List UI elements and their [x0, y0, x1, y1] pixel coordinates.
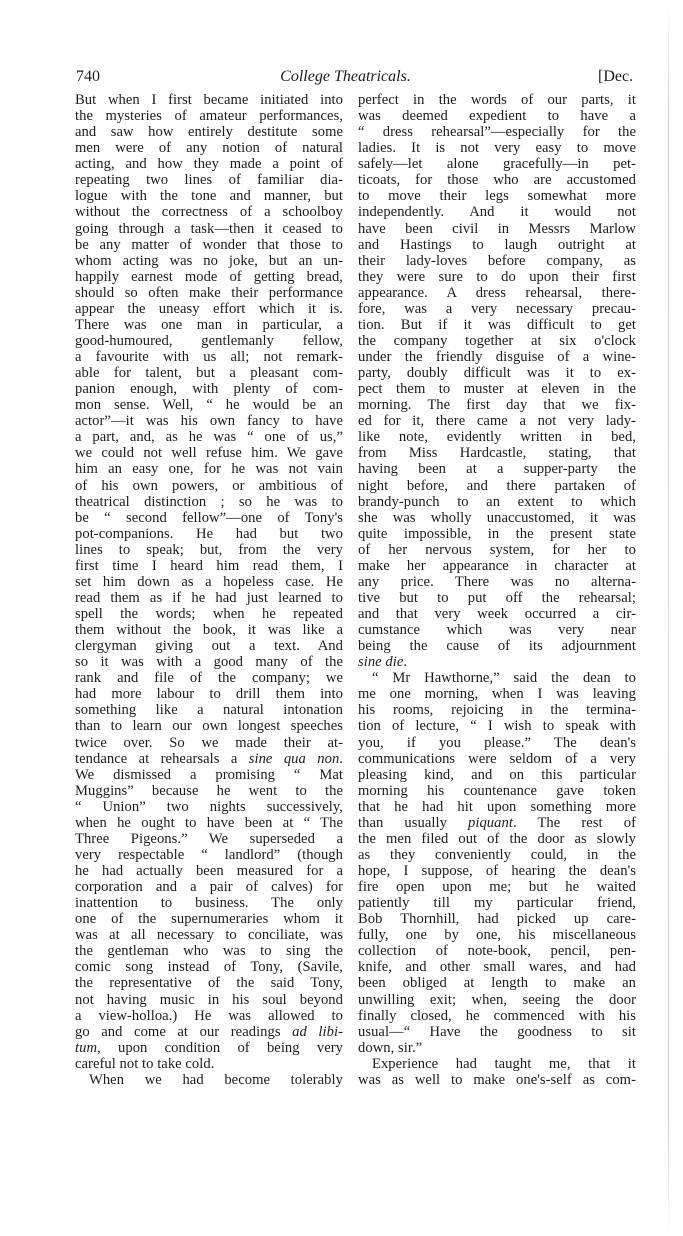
text-line: to move their legs somewhat more: [358, 188, 636, 205]
text-line: read them as if he had just learned to: [75, 589, 343, 606]
text-line: usual—“ Have the goodness to sit: [358, 1023, 636, 1040]
text-line: hope, I suppose, of hearing the dean's: [358, 863, 636, 879]
text-line: mon sense. Well, “ he would be an: [75, 397, 343, 414]
italic-text: tum,: [75, 1039, 101, 1056]
text-line: unwilling exit; when, seeing the door: [358, 991, 636, 1008]
text-line: tion of lecture, “ I wish to speak with: [358, 718, 636, 735]
text-line: so it was with a good many of the: [75, 654, 343, 671]
text-line: comic song instead of Tony, (Savile,: [75, 959, 343, 976]
text-line: men were of any notion of natural: [75, 140, 343, 157]
text-line: fore, was a very necessary precau-: [358, 300, 636, 317]
text-line: under the friendly disguise of a wine-: [358, 349, 636, 365]
text-line: any price. There was no alterna-: [358, 573, 636, 590]
text-line: “ Union” two nights successively,: [75, 798, 343, 815]
text-line: something like a natural intonation: [75, 702, 343, 719]
text-line: their lady-loves before company, as: [358, 252, 636, 269]
text-run: tendance at rehearsals a: [75, 750, 249, 767]
text-run: .: [339, 750, 343, 767]
text-line: a view-holloa.) He was allowed to: [75, 1007, 343, 1024]
text-line: twice over. So we made their at-: [75, 734, 343, 751]
text-line: me one morning, when I was leaving: [358, 686, 636, 703]
text-line: perfect in the words of our parts, it: [358, 92, 636, 108]
text-line: them without the book, it was like a: [75, 622, 343, 639]
text-line: the representative of the said Tony,: [75, 975, 343, 992]
text-line: Three Pigeons.” We superseded a: [75, 830, 343, 847]
text-line: quite impossible, in the present state: [358, 525, 636, 542]
text-line: they were sure to do upon their first: [358, 268, 636, 285]
text-run: go and come at our readings: [75, 1023, 293, 1040]
running-title: College Theatricals.: [280, 68, 411, 85]
text-line: We dismissed a promising “ Mat: [75, 766, 343, 783]
text-line: that he had hit upon something more: [358, 798, 636, 815]
running-date: [Dec.: [598, 68, 634, 85]
text-line: he had actually been measured for a: [75, 863, 343, 879]
text-line: theatrical distinction ; so he was to: [75, 493, 343, 510]
text-line: ed for it, there came a not very lady-: [358, 413, 636, 430]
text-line: finally closed, he commenced with his: [358, 1007, 636, 1024]
text-line: [75, 751, 343, 767]
text-line: have been civil in Messrs Marlow: [358, 220, 636, 237]
text-line: safely—let alone gracefully—in pet-: [358, 156, 636, 173]
text-line: a favourite with us all; not remark-: [75, 349, 343, 365]
text-line: cumstance which was very near: [358, 622, 636, 639]
text-line: make her appearance in character at: [358, 557, 636, 574]
text-line: had more labour to drill them into: [75, 686, 343, 703]
text-line: ladies. It is not very easy to move: [358, 140, 636, 157]
text-line: appearance. A dress rehearsal, there-: [358, 284, 636, 301]
text-run: upon condition of being very: [100, 1039, 343, 1056]
text-line: than to learn our own longest speeches: [75, 718, 343, 735]
text-line: not having music in his soul beyond: [75, 991, 343, 1008]
text-line: happily earnest mode of getting bread,: [75, 268, 343, 285]
text-line: [75, 1024, 343, 1040]
text-line: being the cause of its adjournment: [358, 638, 636, 655]
text-line: rank and file of the company; we: [75, 670, 343, 687]
text-line: patiently till my particular friend,: [358, 895, 636, 912]
text-line: communications were seldom of a very: [358, 750, 636, 767]
text-line: and saw how entirely destitute some: [75, 124, 343, 141]
text-line: But when I first became initiated into: [75, 92, 343, 108]
text-line: morning his countenance gave token: [358, 782, 636, 799]
text-line: the gentleman who was to sing the: [75, 943, 343, 960]
text-line: pect them to muster at eleven in the: [358, 381, 636, 398]
italic-text: sine die: [358, 654, 404, 671]
text-line: fully, one by one, his miscellaneous: [358, 927, 636, 944]
text-line: going through a task—then it ceased to: [75, 220, 343, 237]
text-line: you, if you please.” The dean's: [358, 734, 636, 751]
italic-text: ad libi-: [292, 1023, 343, 1040]
text-line: having been at a supper-party the: [358, 461, 636, 478]
text-line: [358, 815, 636, 831]
text-line: tive but to put off the rehearsal;: [358, 589, 636, 606]
text-line: his rooms, rejoicing in the termina-: [358, 702, 636, 719]
text-line: was deemed expedient to have a: [358, 108, 636, 125]
text-line: him an easy one, for he was not vain: [75, 461, 343, 478]
text-line: be “ second fellow”—one of Tony's: [75, 509, 343, 526]
text-line: morning. The first day that we fix-: [358, 397, 636, 414]
text-line: when he ought to have been at “ The: [75, 814, 343, 831]
text-line: the mysteries of amateur performances,: [75, 108, 343, 125]
text-line: repeating two lines of familiar dia-: [75, 172, 343, 189]
text-line: logue with the tone and manner, but: [75, 188, 343, 205]
text-line: brandy-punch to an extent to which: [358, 493, 636, 510]
text-line: clergyman giving out a text. And: [75, 638, 343, 655]
text-line: collection of note-book, pencil, pen-: [358, 943, 636, 960]
text-line: “ dress rehearsal”—especially for the: [358, 124, 636, 141]
text-line: without the correctness of a schoolboy: [75, 204, 343, 221]
text-line: Experience had taught me, that it: [372, 1055, 636, 1072]
text-line: There was one man in particular, a: [75, 316, 343, 333]
left-column: [75, 92, 343, 1088]
text-line: [75, 1040, 343, 1056]
text-run: .: [403, 654, 408, 671]
text-line: set him down as a hopeless case. He: [75, 573, 343, 590]
text-line: was at all necessary to conciliate, was: [75, 927, 343, 944]
text-line: ticoats, for those who are accustomed: [358, 172, 636, 189]
text-line: pleasing kind, and on this particular: [358, 766, 636, 783]
text-run: . The rest of: [512, 814, 636, 831]
text-line: should so often make their performance: [75, 284, 343, 301]
text-line: good-humoured, gentlemanly fellow,: [75, 332, 343, 349]
text-line: independently. And it would not: [358, 204, 636, 221]
text-line: and that very week occurred a cir-: [358, 606, 636, 622]
text-line: a part, and, as he was “ one of us,”: [75, 429, 343, 446]
text-line: from Miss Hardcastle, stating, that: [358, 445, 636, 462]
text-line: knife, and other small wares, and had: [358, 959, 636, 976]
text-line: lines to speak; but, from the very: [75, 541, 343, 558]
text-line: pot-companions. He had but two: [75, 525, 343, 542]
text-line: we could not well refuse him. We gave: [75, 445, 343, 462]
text-line: “ Mr Hawthorne,” said the dean to: [372, 670, 636, 687]
text-line: she was wholly unaccustomed, it was: [358, 509, 636, 526]
text-line: like note, evidently written in bed,: [358, 429, 636, 446]
text-line: [358, 654, 636, 670]
page-edge: [668, 0, 669, 1236]
text-line: and Hastings to laugh outright at: [358, 236, 636, 253]
text-line: one of the supernumeraries whom it: [75, 911, 343, 928]
text-line: the men filed out of the door as slowly: [358, 830, 636, 847]
text-line: acting, and how they made a point of: [75, 156, 343, 173]
page-number: 740: [76, 68, 100, 85]
text-line: was as well to make one's-self as com-: [358, 1071, 636, 1088]
text-line: whom acting was no joke, but an un-: [75, 252, 343, 269]
right-column: [358, 92, 636, 1088]
text-line: tion. But if it was difficult to get: [358, 316, 636, 333]
text-run: than usually: [358, 814, 468, 831]
italic-text: piquant: [468, 814, 513, 831]
text-line: corporation and a pair of calves) for: [75, 879, 343, 896]
text-line: be any matter of wonder that those to: [75, 236, 343, 253]
italic-text: sine qua non: [248, 750, 340, 767]
text-line: down, sir.”: [358, 1039, 423, 1056]
text-line: Bob Thornhill, had picked up care-: [358, 911, 636, 928]
text-line: When we had become tolerably: [89, 1071, 343, 1088]
text-line: Muggins” because he went to the: [75, 782, 343, 799]
text-line: actor”—it was his own fancy to have: [75, 413, 343, 430]
text-line: careful not to take cold.: [75, 1055, 215, 1072]
text-line: appear the uneasy effort which it is.: [75, 300, 343, 317]
text-line: inattention to business. The only: [75, 895, 343, 912]
text-line: first time I heard him read them, I: [75, 557, 343, 574]
text-line: able for talent, but a pleasant com-: [75, 365, 343, 382]
text-line: been obliged at length to make an: [358, 975, 636, 992]
text-line: party, doubly difficult was it to ex-: [358, 365, 636, 382]
text-line: as they conveniently could, in the: [358, 846, 636, 863]
text-line: spell the words; when he repeated: [75, 606, 343, 622]
text-line: the company together at six o'clock: [358, 332, 636, 349]
text-line: night before, and there partaken of: [358, 477, 636, 494]
text-line: of her nervous system, for her to: [358, 541, 636, 558]
text-line: panion enough, with plenty of com-: [75, 381, 343, 398]
text-line: very respectable “ landlord” (though: [75, 846, 343, 863]
text-line: of his own powers, or ambitious of: [75, 477, 343, 494]
text-line: fire open upon me; but he waited: [358, 879, 636, 896]
